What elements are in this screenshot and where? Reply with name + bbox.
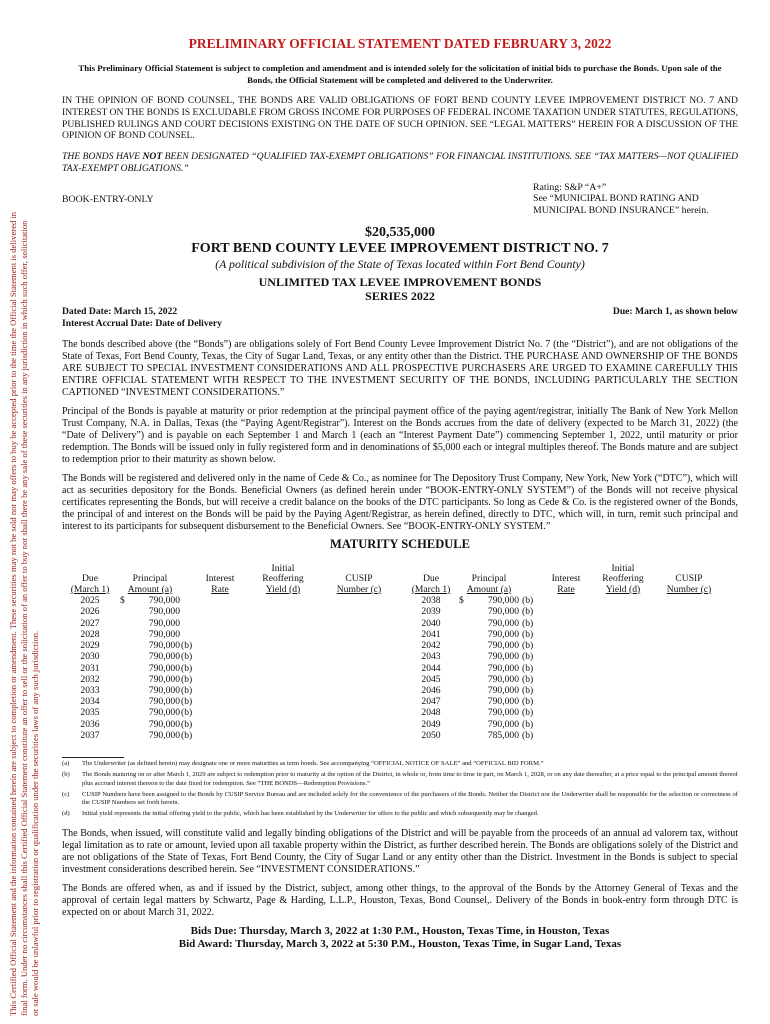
- interest-column-right: [546, 553, 586, 595]
- yield-column-right: [594, 553, 652, 595]
- table-cell-year: 2039: [421, 606, 441, 618]
- cusip-subheader-right: Number (c): [666, 583, 712, 595]
- table-cell-year: 2047: [421, 696, 441, 708]
- table-cell-note: (b): [522, 651, 534, 663]
- interest-column-left: [200, 553, 240, 595]
- preliminary-note: This Preliminary Official Statement is subject to completion and amendment and is intended solely for the solicitation of initial bids to purchase the Bonds. Upon sale of the Bonds, the Official Statement will be completed and delivered to the Underwriter.: [78, 63, 722, 85]
- footnote-a: [62, 760, 738, 769]
- principal-amount: 790,000: [148, 673, 180, 685]
- principal-amount: 790,000: [487, 662, 519, 674]
- table-cell-amount: [459, 618, 519, 629]
- interest-header-right: Interest: [551, 573, 581, 585]
- table-cell-year: 2040: [421, 617, 441, 629]
- table-cell-note: (b): [181, 696, 193, 708]
- principal-amount: 790,000: [148, 684, 180, 696]
- table-cell-amount: [120, 674, 180, 685]
- table-cell-year: 2043: [421, 651, 441, 663]
- table-cell-note: [181, 618, 203, 629]
- table-cell-amount: [459, 651, 519, 662]
- table-cell-amount: [459, 629, 519, 640]
- table-cell-note: (b): [181, 673, 193, 685]
- table-cell-year: 2048: [421, 707, 441, 719]
- table-cell-amount: [120, 651, 180, 662]
- footnote-key: (b): [62, 771, 70, 779]
- principal-amount: 790,000: [148, 729, 180, 741]
- principal-amount: 790,000: [148, 662, 180, 674]
- table-cell-note: (b): [522, 718, 534, 730]
- table-cell-amount: [459, 707, 519, 718]
- table-cell-amount: [120, 685, 180, 696]
- cusip-column-left: [330, 553, 388, 595]
- principal-subheader-right: Amount (a): [466, 583, 512, 595]
- table-cell-year: 2044: [421, 662, 441, 674]
- cusip-header: CUSIP: [345, 573, 373, 585]
- table-cell-amount: [459, 696, 519, 707]
- table-cell-year: 2026: [80, 606, 100, 618]
- table-cell-note: (b): [181, 640, 193, 652]
- table-cell-year: 2050: [421, 729, 441, 741]
- offering-amount: $20,535,000: [365, 225, 435, 241]
- table-cell-year: 2030: [80, 651, 100, 663]
- table-cell-year: 2049: [421, 718, 441, 730]
- due-header: Due: [82, 573, 98, 585]
- principal-amount: 790,000: [148, 707, 180, 719]
- dated-row: [62, 306, 738, 318]
- table-cell-amount: [120, 618, 180, 629]
- principal-amount: 790,000: [487, 673, 519, 685]
- table-cell-year: 2029: [80, 640, 100, 652]
- disclaimer-line-2: final form. Under no circumstances shall this Certified Official Statement constitute an offer to sell or the solicitation of an offer to buy nor shall there be any sale of these securities in any jurisdiction in which such offer, solicitation: [19, 220, 29, 1016]
- footnote-c: [62, 791, 738, 809]
- table-cell-amount: [120, 640, 180, 651]
- table-cell-note: (b): [522, 662, 534, 674]
- principal-header-right: Principal: [471, 573, 507, 585]
- principal-amount: 790,000: [487, 606, 519, 618]
- principal-amount: 790,000: [487, 707, 519, 719]
- table-cell-amount: [459, 595, 519, 606]
- note-values-left: [181, 595, 203, 741]
- table-cell-amount: [459, 606, 519, 617]
- paragraph-registration: The Bonds will be registered and delivered only in the name of Cede & Co., as nominee for The Depository Trust Company, New York, New York (“DTC”), which will act as securities depository for the Bonds. Beneficial Owners (as defined herein under “BOOK-ENTRY-ONLY SYSTEM”) of the Bonds will not receive physical certificates representing the Bonds, but will receive a credit balance on the books of the DTC participants. So long as Cede & Co. is the registered owner of the Bonds, the principal of and interest on the Bonds will be paid by the Paying Agent/Registrar, as herein defined, directly to DTC, which will, in turn, remit such principal and interest to its participants for subsequent disbursement to the Beneficial Owners. See “BOOK-ENTRY-ONLY SYSTEM.”: [62, 473, 738, 533]
- table-cell-year: 2031: [80, 662, 100, 674]
- book-entry-label: BOOK-ENTRY-ONLY: [62, 193, 154, 205]
- table-cell-note: [181, 629, 203, 640]
- table-cell-amount: [459, 685, 519, 696]
- principal-header: Principal: [132, 573, 168, 585]
- bond-title: UNLIMITED TAX LEVEE IMPROVEMENT BONDS: [258, 275, 542, 290]
- table-cell-year: 2037: [80, 729, 100, 741]
- tax-exempt-before: THE BONDS HAVE: [62, 151, 143, 163]
- table-cell-amount: [459, 663, 519, 674]
- footnote-text: CUSIP Numbers have been assigned to the Bonds by CUSIP Service Bureau and are included solely for the convenience of the purchasers of the Bonds. Neither the District nor the Underwriter shall be responsible for the selection or correctness of the CUSIP Numbers set forth herein.: [82, 790, 738, 807]
- bid-award: Bid Award: Thursday, March 3, 2022 at 5:30 P.M., Houston, Texas Time, in Sugar Land, Texas: [178, 938, 622, 951]
- rating-line: Rating: S&P “A+”: [533, 181, 607, 193]
- currency-sign: $: [459, 595, 464, 607]
- principal-column-right: [459, 553, 519, 741]
- table-cell-note: (b): [522, 640, 534, 652]
- footnote-text: The Underwriter (as defined herein) may designate one or more maturities as term bonds. See accompanying “OFFICIAL NOTICE OF SALE” and “OFFICIAL BID FORM.”: [82, 760, 544, 768]
- bond-counsel-opinion: IN THE OPINION OF BOND COUNSEL, THE BONDS ARE VALID OBLIGATIONS OF FORT BEND COUNTY LEVEE IMPROVEMENT DISTRICT NO. 7 AND INTEREST ON THE BONDS IS EXCLUDABLE FROM GROSS INCOME FOR PURPOSES OF FEDERAL INCOME TAXATION UNDER STATUTES, REGULATIONS, PUBLISHED RULINGS AND COURT DECISIONS EXISTING ON THE DATE OF SUCH OPINION. SEE “LEGAL MATTERS” HEREIN FOR A DISCUSSION OF THE OPINION OF BOND COUNSEL.: [62, 95, 738, 142]
- due-values-right: [407, 595, 455, 741]
- note-column-right: [522, 553, 544, 741]
- yield-subheader: Yield (d): [265, 583, 301, 595]
- table-cell-amount: [120, 663, 180, 674]
- principal-amount: 790,000: [487, 651, 519, 663]
- table-cell-note: (b): [522, 684, 534, 696]
- yield-column-left: [254, 553, 312, 595]
- table-cell-note: [181, 606, 203, 617]
- principal-amount: 790,000: [148, 617, 180, 629]
- disclaimer-text: [8, 6, 41, 1016]
- paragraph-offering: The Bonds are offered when, as and if issued by the District, subject, among other things, to the approval of the Bonds by the Attorney General of Texas and the approval of certain legal matters by Schwartz, Page & Harding, L.L.P., Houston, Texas, Bond Counsel,. Delivery of the Bonds in book-entry form through DTC is expected on or about March 31, 2022.: [62, 883, 738, 919]
- dated-date: Dated Date: March 15, 2022: [62, 306, 178, 318]
- table-cell-year: 2027: [80, 617, 100, 629]
- rating-block: [533, 182, 738, 217]
- table-cell-amount: [120, 730, 180, 741]
- principal-amount: 790,000: [487, 696, 519, 708]
- currency-sign: $: [120, 595, 125, 607]
- disclaimer-line-3: or sale would be unlawful prior to registration or qualification under the securities laws of any such jurisdiction.: [30, 630, 40, 1016]
- principal-values-left: [120, 595, 180, 741]
- table-cell-note: (b): [181, 707, 193, 719]
- table-cell-amount: [120, 595, 180, 606]
- table-cell-note: (b): [181, 651, 193, 663]
- table-cell-note: [181, 595, 203, 606]
- principal-amount: 790,000: [148, 628, 180, 640]
- table-cell-note: (b): [522, 729, 534, 741]
- principal-amount: 790,000: [487, 595, 519, 607]
- footnote-d: [62, 810, 738, 819]
- yield-subheader-right: Yield (d): [605, 583, 641, 595]
- footnote-key: (a): [62, 760, 70, 768]
- table-cell-year: 2042: [421, 640, 441, 652]
- table-cell-year: 2032: [80, 673, 100, 685]
- yield-header-1-right: Initial: [611, 562, 635, 574]
- principal-amount: 790,000: [148, 595, 180, 607]
- paragraph-security: The Bonds, when issued, will constitute valid and legally binding obligations of the District and will be payable from the proceeds of an annual ad valorem tax, without legal limitation as to rate or amount, levied upon all taxable property within the District, as further described herein. The Bonds are obligations solely of the District and are not obligations of the State of Texas, Fort Bend County, the City of Sugar Land or any entity other than the District. Investment in the Bonds is subject to special investment considerations described herein. See “INVESTMENT CONSIDERATIONS.”: [62, 828, 738, 876]
- principal-subheader: Amount (a): [127, 583, 173, 595]
- principal-amount: 790,000: [148, 640, 180, 652]
- maturity-schedule-title: MATURITY SCHEDULE: [330, 537, 470, 552]
- principal-amount: 790,000: [487, 640, 519, 652]
- footnote-key: (d): [62, 810, 70, 818]
- rating-reference: See “MUNICIPAL BOND RATING AND MUNICIPAL BOND INSURANCE” herein.: [533, 193, 709, 216]
- footnote-divider: [62, 757, 124, 758]
- principal-amount: 790,000: [487, 628, 519, 640]
- table-cell-amount: [459, 730, 519, 741]
- document-body: [62, 36, 738, 951]
- footnote-key: (c): [62, 790, 70, 798]
- issuer-name: FORT BEND COUNTY LEVEE IMPROVEMENT DISTRICT NO. 7: [191, 241, 609, 257]
- issuer-subdivision: (A political subdivision of the State of Texas located within Fort Bend County): [215, 257, 585, 272]
- paragraph-payment: Principal of the Bonds is payable at maturity or prior redemption at the principal payment office of the paying agent/registrar, initially The Bank of New York Mellon Trust Company, N.A. in Dallas, Texas (the “Paying Agent/Registrar”). Interest on the Bonds accrues from the date of delivery (expected to be March 31, 2022) (the “Date of Delivery”) and is payable on each September 1 and March 1 (each an “Interest Payment Date”) commencing September 1, 2022, until maturity or prior redemption. The Bonds will be issued only in fully registered form and in denominations of $5,000 each or integral multiples thereof. The Bonds mature and are subject to redemption prior to their maturity as shown below.: [62, 406, 738, 466]
- interest-subheader-right: Rate: [557, 583, 575, 595]
- table-cell-amount: [120, 629, 180, 640]
- table-cell-note: (b): [181, 718, 193, 730]
- principal-amount: 790,000: [148, 651, 180, 663]
- table-cell-note: (b): [181, 684, 193, 696]
- table-cell-year: 2033: [80, 684, 100, 696]
- cusip-header-right: CUSIP: [675, 573, 703, 585]
- accrual-date: Interest Accrual Date: Date of Delivery: [62, 318, 222, 330]
- table-cell-note: (b): [522, 606, 534, 618]
- book-entry-rating-row: [62, 182, 738, 217]
- table-cell-note: (b): [522, 595, 534, 607]
- table-cell-note: (b): [522, 628, 534, 640]
- page-title: PRELIMINARY OFFICIAL STATEMENT DATED FEBRUARY 3, 2022: [188, 36, 612, 51]
- footnote-b: [62, 771, 738, 789]
- table-cell-year: 2034: [80, 696, 100, 708]
- principal-amount: 785,000: [487, 729, 519, 741]
- sidebar-disclaimer: [0, 0, 66, 1024]
- table-cell-note: (b): [522, 673, 534, 685]
- tax-exempt-after: BEEN DESIGNATED “QUALIFIED TAX-EXEMPT OBLIGATIONS” FOR FINANCIAL INSTITUTIONS. SEE “TAX MATTERS—NOT QUALIFIED TAX-EXEMPT OBLIGATIONS.”: [62, 151, 738, 174]
- table-cell-amount: [120, 707, 180, 718]
- principal-amount: 790,000: [487, 617, 519, 629]
- table-cell-note: (b): [181, 662, 193, 674]
- principal-amount: 790,000: [148, 696, 180, 708]
- table-cell-note: (b): [522, 617, 534, 629]
- table-cell-note: (b): [522, 707, 534, 719]
- table-cell-year: 2035: [80, 707, 100, 719]
- bids-due: Bids Due: Thursday, March 3, 2022 at 1:30 P.M., Houston, Texas Time, in Houston, Texas: [190, 925, 610, 938]
- table-cell-year: 2025: [80, 595, 100, 607]
- table-cell-amount: [459, 674, 519, 685]
- bond-series: SERIES 2022: [365, 289, 435, 304]
- due-values-left: [66, 595, 114, 741]
- table-cell-amount: [120, 719, 180, 730]
- principal-column-left: [120, 553, 180, 741]
- due-column-right: [407, 553, 455, 741]
- due-subheader-right: (March 1): [411, 583, 451, 595]
- table-cell-year: 2036: [80, 718, 100, 730]
- due-column-left: [66, 553, 114, 741]
- table-cell-year: 2046: [421, 684, 441, 696]
- table-cell-note: (b): [181, 729, 193, 741]
- due-header-right: Due: [423, 573, 439, 585]
- principal-amount: 790,000: [487, 684, 519, 696]
- paragraph-obligations: The bonds described above (the “Bonds”) are obligations solely of Fort Bend County Levee Improvement District No. 7 (the “District”), and are not obligations of the State of Texas, Fort Bend County, Texas, the City of Sugar Land, Texas, or any entity other than the District. THE PURCHASE AND OWNERSHIP OF THE BONDS ARE SUBJECT TO SPECIAL INVESTMENT CONSIDERATIONS AND ALL PROSPECTIVE PURCHASERS ARE URGED TO EXAMINE CAREFULLY THIS ENTIRE OFFICIAL STATEMENT WITH RESPECT TO THE INVESTMENT SECURITY OF THE BONDS, INCLUDING PARTICULARLY THE SECTION CAPTIONED “INVESTMENT CONSIDERATIONS.”: [62, 339, 738, 399]
- table-cell-amount: [459, 719, 519, 730]
- due-date: Due: March 1, as shown below: [612, 306, 738, 318]
- due-subheader: (March 1): [70, 583, 110, 595]
- bid-schedule: [62, 925, 738, 951]
- table-cell-year: 2041: [421, 628, 441, 640]
- footnote-text: The Bonds maturing on or after March 1, 2029 are subject to redemption prior to maturity at the option of the District, in whole or, from time to time in part, on March 1, 2028, or on any date thereafter, at a price equal to the principal amount thereof plus accrued interest thereon to the date fixed for redemption. See “THE BONDS—Redemption Provisions.”: [82, 771, 738, 787]
- table-cell-year: 2045: [421, 673, 441, 685]
- cusip-column-right: [660, 553, 718, 595]
- yield-header-1: Initial: [271, 562, 295, 574]
- table-cell-amount: [120, 696, 180, 707]
- footnote-text: Initial yield represents the initial offering yield to the public, which has been established by the Underwriter for offers to the public and which subsequently may be changed.: [82, 810, 539, 818]
- cusip-subheader: Number (c): [336, 583, 382, 595]
- principal-amount: 790,000: [487, 718, 519, 730]
- table-cell-year: 2038: [421, 595, 441, 607]
- principal-values-right: [459, 595, 519, 741]
- interest-header: Interest: [205, 573, 235, 585]
- yield-header-2: Reoffering: [262, 573, 304, 585]
- table-cell-year: 2028: [80, 628, 100, 640]
- interest-subheader: Rate: [211, 583, 229, 595]
- note-values-right: [522, 595, 544, 741]
- principal-amount: 790,000: [148, 606, 180, 618]
- table-cell-amount: [459, 640, 519, 651]
- table-cell-note: (b): [522, 696, 534, 708]
- tax-exempt-notice: [62, 151, 738, 175]
- footnotes: [62, 760, 738, 819]
- tax-exempt-emphasis: NOT: [142, 151, 163, 163]
- principal-amount: 790,000: [148, 718, 180, 730]
- disclaimer-line-1: This Certified Official Statement and the information contained herein are subject to completion or amendment. These securities may not be sold nor may offers to buy be accepted prior to the time the Official Statement is delivered in: [8, 211, 18, 1016]
- yield-header-2-right: Reoffering: [602, 573, 644, 585]
- table-cell-amount: [120, 606, 180, 617]
- maturity-schedule-table: [62, 553, 738, 757]
